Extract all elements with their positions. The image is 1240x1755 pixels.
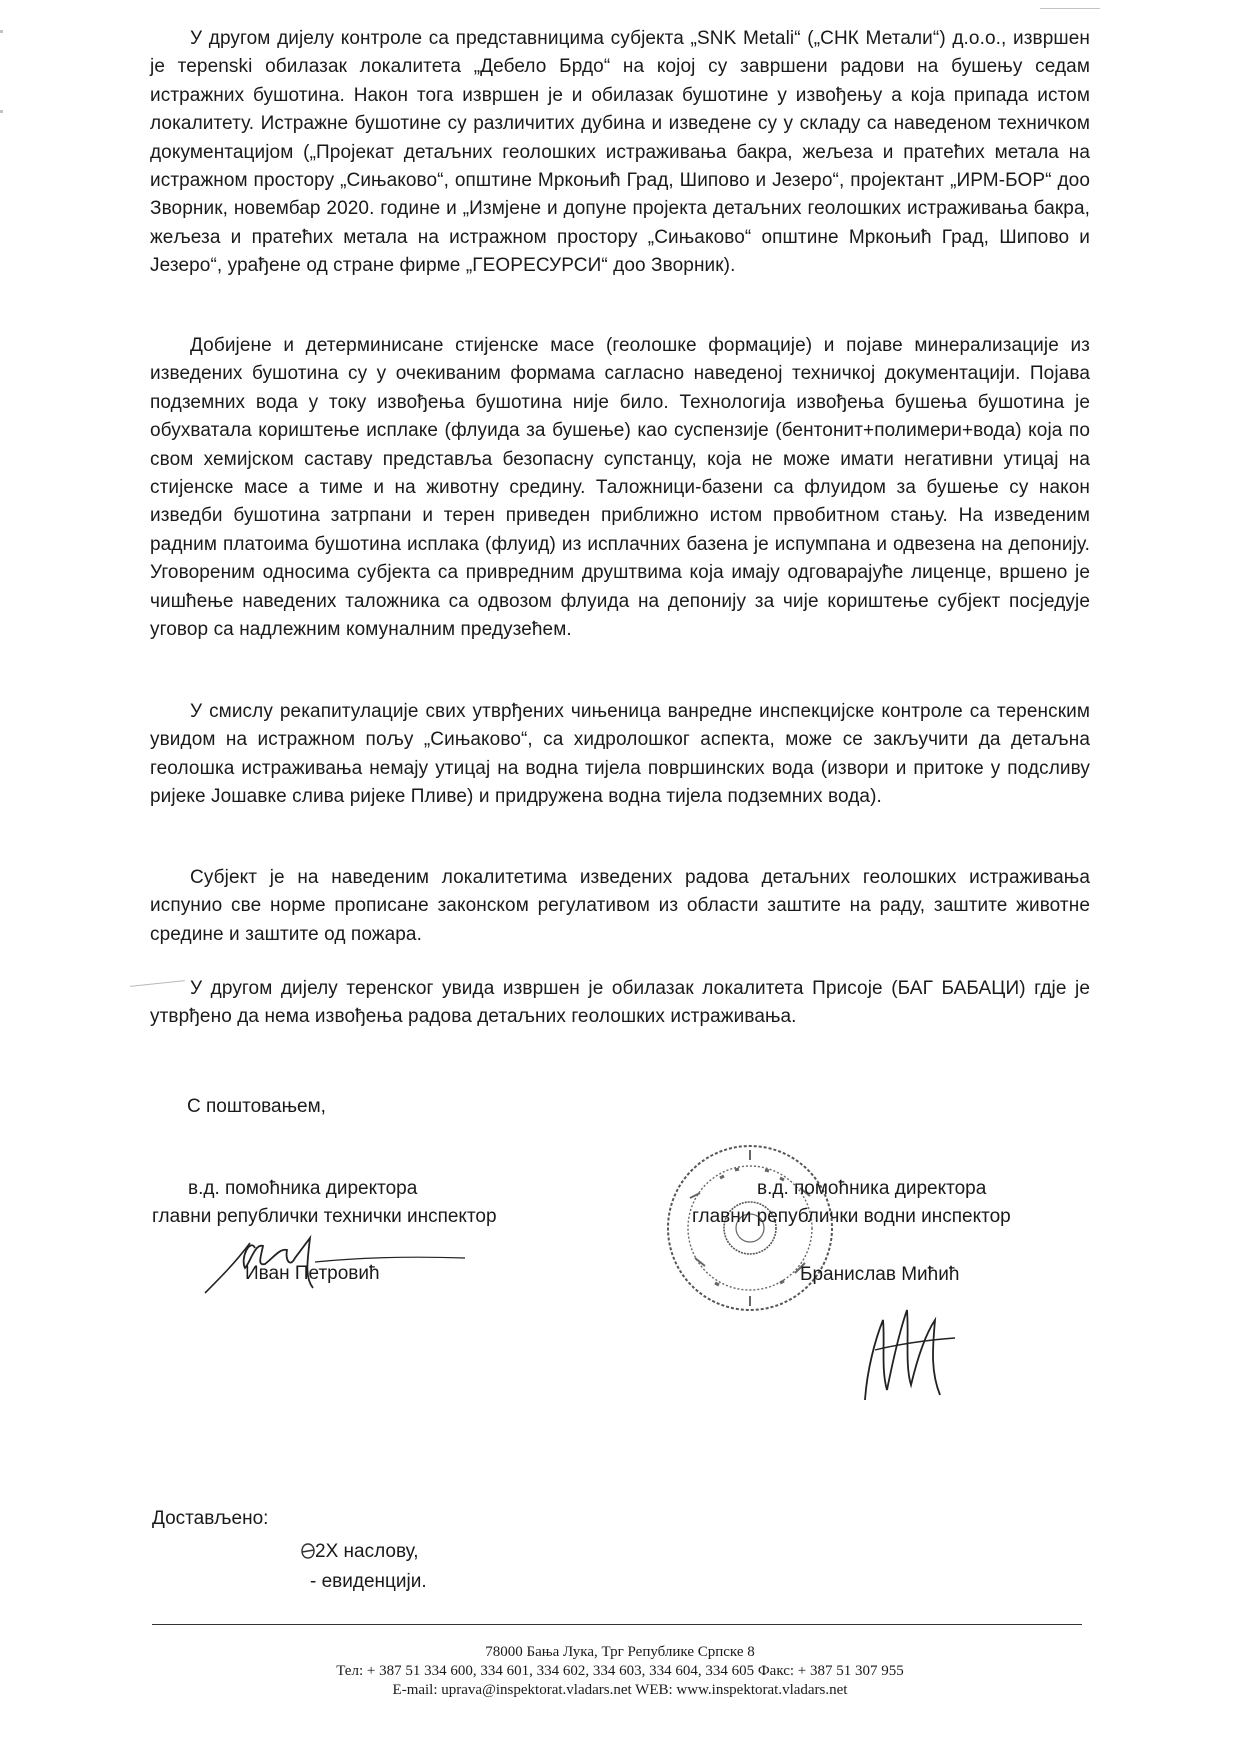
- right-signature-image: [845, 1290, 975, 1420]
- paragraph-3-text: У смислу рекапитулације свих утврђених чињеница ванредне инспекцијске контроле са теренским увидом на истражном пољу „Сињаково“, са хидролошког аспекта, може се закључити да детаљна геолошка истраживања немају утицај на водна тијела површинских вода (извори и притоке у подсливу ријеке Јошавке слива ријеке Пливе) и придружена водна тијела подземних вода).: [150, 701, 1090, 808]
- right-signatory-title: в.д. помоћника директора: [757, 1178, 987, 1199]
- paragraph-1-text: У другом дијелу контроле са представницима субјекта „SNK Metali“ („СНК Метали“) д.о.о., извршен је терenski обилазак локалитета „Дебело Брдо“ на којој су завршени радови на бушењу седам истражних бушотина. Након тога извршен је и обилазак бушотине у извођењу а која припада истом локалитету. Истражне бушотине су различитих дубина и изведене су у складу са наведеном техничком документацијом („Пројекат детаљних геолошких истраживања бакра, жељеза и пратећих метала на истражном простору „Сињаково“, општине Мркоњић Град, Шипово и Језеро“, пројектант „ИРМ-БОР“ доо Зворник, новембар 2020. године и „Измјене и допуне пројекта детаљних геолошких истраживања бакра, жељеза и пратећих метала на истражном простору „Сињаково“ општине Мркоњић Град, Шипово и Језеро“, урађене од стране фирме „ГЕОРЕСУРСИ“ доо Зворник).: [150, 28, 1090, 277]
- footer-divider: [152, 1624, 1082, 1625]
- left-signatory-title: в.д. помоћника директора: [188, 1178, 418, 1199]
- delivered-label: Достављено:: [152, 1508, 269, 1529]
- paragraph-2-text: Добијене и детерминисане стијенске масе (геолошке формације) и појаве минерализације из изведених бушотина су у очекиваним формама сагласно наведеној техничкој документацији. Појава подземних вода у току извођења бушотина није било. Технологија извођења бушења бушотина је обухватала кориштење исплаке (флуида за бушење) као суспензије (бентонит+полимери+вода) која по свом хемијском саставу представља безопасну супстанцу, која не може имати негативни утицај на стијенске масе а тиме и на животну средину. Таложници-базени са флуидом за бушење су након изведби бушотина затрпани и терен приведен приближно истом првобитном стању. На изведеним радним платоима бушотина исплака (флуид) из исплачних базена је испумпана и одвезена на депонију. Уговореним односима субјекта са привредним друштвима која имају одговарајуће лиценце, вршено је чишћење наведених таложника са одвозом флуида на депонију за чије кориштење субјект посједује уговор са надлежним комуналним предузећем.: [150, 335, 1090, 641]
- footer-address: 78000 Бања Лука, Трг Републике Српске 8: [485, 1644, 755, 1660]
- left-signatory-name: Иван Петровић: [245, 1263, 380, 1284]
- paragraph-3: [150, 698, 1090, 812]
- closing-salutation: С поштовањем,: [187, 1096, 326, 1117]
- handwritten-mark: [298, 1540, 318, 1562]
- paragraph-2: [150, 332, 1090, 644]
- right-signatory-role: главни републички водни инспектор: [692, 1206, 1011, 1227]
- paragraph-4: [150, 864, 1090, 949]
- scan-mark: [1040, 8, 1100, 9]
- paragraph-4-text: Субјект је на наведеним локалитетима изведених радова детаљних геолошких истраживања испунио све норме прописане законском регулативом из области заштите на раду, заштите животне средине и заштите од пожара.: [150, 867, 1090, 945]
- scan-mark: [0, 110, 3, 113]
- left-signature-image: [195, 1218, 465, 1298]
- delivered-item: 2Х наслову,: [315, 1541, 419, 1562]
- paragraph-5-text: У другом дијелу теренског увида извршен је обилазак локалитета Присоје (БАГ БАБАЦИ) гдје је утврђено да нема извођења радова детаљних геолошких истраживања.: [150, 978, 1090, 1028]
- paragraph-5: [150, 975, 1090, 1032]
- delivered-item: - евиденцији.: [310, 1571, 427, 1592]
- left-signatory-role: главни републички технички инспектор: [152, 1206, 497, 1227]
- footer-contact: E-mail: uprava@inspektorat.vladars.net WEB: www.inspektorat.vladars.net: [392, 1682, 848, 1698]
- paragraph-1: [150, 25, 1090, 281]
- right-signatory-name: Бранислав Мићић: [800, 1264, 960, 1285]
- scan-mark: [0, 30, 3, 33]
- footer-phones: Тел: + 387 51 334 600, 334 601, 334 602, 334 603, 334 604, 334 605 Факс: + 387 51 307 955: [336, 1663, 904, 1679]
